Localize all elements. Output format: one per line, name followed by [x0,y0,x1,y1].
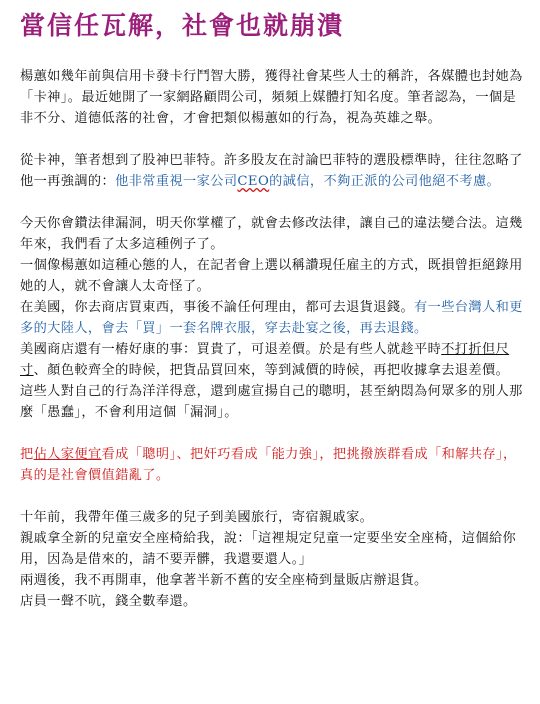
paragraph-2-text: 從卡神，筆者想到了股神巴菲特。許多股友在討論巴菲特的選股標準時，往往忽略了他一再強調的： [20,153,523,189]
paragraph-3-line-4 [20,339,528,381]
paragraph-gap [20,423,528,444]
paragraph-2-quote-start: 他非常重視一家公司 [115,174,238,189]
paragraph-4-text-a: 把 [20,447,34,462]
paragraph-5-line-2: 親戚拿全新的兒童安全座椅給我，說：「這裡規定兒童一定要坐安全座椅，這個給你用，因為是借來的，請不要弄髒，我還要還人。」 [20,531,517,567]
paragraph-gap [20,192,528,213]
article-body [20,66,528,612]
paragraph-1-text: 楊蕙如幾年前與信用卡發卡行鬥智大勝，獲得社會某些人士的稱許，各媒體也封她為「卡神」。最近她開了一家網路顧問公司，頻頻上媒體打知名度。筆者認為，一個是非不分、道德低落的社會，才會把類似楊蕙如的行為，視為英雄之舉。 [20,69,523,126]
paragraph-gap [20,129,528,150]
paragraph-5-line-3: 兩週後，我不再開車，他拿著半新不舊的安全座椅到量販店辦退貨。 [20,573,428,588]
paragraph-gap [20,486,528,507]
paragraph-3-line-4-underlined: 不打折但尺寸 [20,342,510,378]
paragraph-3-line-2: 一個像楊蕙如這種心態的人，在記者會上選以稱讚現任雇主的方式，既損曾拒絕錄用她的人，就不會讓人太奇怪了。 [20,258,523,294]
paragraph-5-line-1: 十年前，我帶年僅三歲多的兒子到美國旅行，寄宿親戚家。 [20,510,374,525]
paragraph-4-text-b: 看成「聰明」、把奸巧看成「能力強」，把挑撥族群看成「和解共存」，真的是社會價值錯亂了。 [20,447,517,483]
paragraph-1 [20,66,528,129]
article-title: 當信任瓦解，社會也就崩潰 [20,11,345,40]
paragraph-2-quote-end: 的誠信，不夠正派的公司他絕不考慮。 [269,174,501,189]
paragraph-3-line-4-text-b: 、顏色較齊全的時候，把貨品買回來，等到減價的時候，再把收據拿去退差價。 [33,363,510,378]
paragraph-4-underlined: 佔人家便宜 [33,447,102,462]
paragraph-2-ceo: CEO [237,174,270,189]
paragraph-4 [20,444,528,486]
paragraph-3-line-5: 這些人對自己的行為洋洋得意，還到處宣揚自己的聰明，甚至納悶為何眾多的別人那麼「愚蠢」，不會利用這個「漏洞」。 [20,384,523,420]
paragraph-5-line-4: 店員一聲不吭，錢全數奉還。 [20,594,197,609]
paragraph-3-line-3 [20,297,528,339]
paragraph-3-line-1: 今天你會鑽法律漏洞，明天你掌權了，就會去修改法律，讓自己的違法變合法。這幾年來，我們看了太多這種例子了。 [20,216,523,252]
paragraph-3-line-4-text-a: 美國商店還有一樁好康的事：買貴了，可退差價。於是有些人就趁平時 [20,342,442,357]
paragraph-2 [20,150,528,192]
paragraph-3-line-3-emphasis: 有一些台灣人和更多的大陸人，會去「買」一套名牌衣服，穿去赴宴之後，再去退錢。 [20,300,523,336]
paragraph-3-line-3-text: 在美國，你去商店買東西，事後不論任何理由，都可去退貨退錢。 [20,300,415,315]
